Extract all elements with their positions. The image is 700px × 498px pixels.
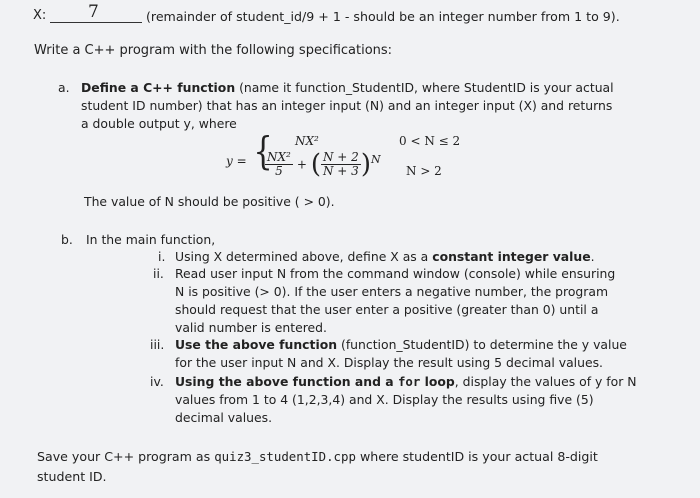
item-iv-bold-loop: loop [420, 374, 455, 389]
x-label: X: [33, 8, 47, 23]
case1-condition: 0 < N ≤ 2 [399, 134, 461, 148]
save-filename: quiz3_studentID.cpp [214, 449, 356, 464]
case1-expression: NX² [295, 134, 319, 148]
item-ii-line3: should request that the user enter a positive (greater than 0) until a [175, 302, 599, 317]
item-iii-number: iii. [150, 337, 165, 352]
item-iii-text: (function_StudentID) to determine the y value [337, 337, 627, 352]
part-a-line2: student ID number) that has an integer input (N) and an integer input (X) and returns [81, 98, 613, 113]
part-a-line3: a double output y, where [81, 116, 237, 131]
save-line2: student ID. [37, 469, 107, 484]
case2-numerator: NX² [267, 150, 291, 164]
equation-brace: { [253, 129, 273, 173]
item-iv-line3: decimal values. [175, 410, 273, 425]
item-iii-bold: Use the above function [175, 337, 338, 352]
part-a-line1-rest: (name it function_StudentID, where StudentID is your actual [235, 80, 614, 95]
case2-plus: + [296, 157, 307, 172]
x-instruction-note: (remainder of student_id/9 + 1 - should be an integer number from 1 to 9). [146, 9, 620, 24]
intro-text: Write a C++ program with the following specifications: [34, 43, 393, 58]
part-b-marker: b. [61, 232, 73, 247]
save-line1 [37, 449, 598, 464]
item-ii-number: ii. [153, 266, 164, 281]
item-iv-line1 [175, 374, 637, 389]
positive-note: The value of N should be positive ( > 0). [84, 194, 335, 209]
item-iii-line1 [175, 337, 627, 352]
case2-left-paren: ( [310, 149, 321, 180]
case2-inner-fraction [321, 151, 361, 178]
case2-inner-denominator: N + 3 [322, 164, 359, 178]
item-iv-code-for: for [397, 374, 421, 389]
item-i-end: . [590, 249, 595, 264]
item-ii-line2: N is positive (> 0). If the user enters a negative number, the program [175, 284, 609, 299]
item-ii-line4: valid number is entered. [175, 320, 327, 335]
save-text: Save your C++ program as [37, 449, 215, 464]
equation-y-label: y = [226, 154, 247, 168]
case2-exponent: N [370, 152, 381, 166]
part-a-bold-lead: Define a C++ function [81, 80, 236, 95]
case2-expression [265, 151, 381, 178]
item-i-number: i. [158, 249, 166, 264]
item-ii-line1: Read user input N from the command window (console) while ensuring [175, 266, 616, 281]
item-iv-bold: Using the above function and a [175, 374, 398, 389]
case2-condition: N > 2 [406, 164, 442, 178]
item-i-line1 [175, 249, 595, 264]
x-answer-blank [50, 22, 142, 23]
case2-right-paren: ) [360, 149, 371, 180]
item-iii-line2: for the user input N and X. Display the result using 5 decimal values. [175, 355, 603, 370]
save-text-rest: where studentID is your actual 8-digit [355, 449, 598, 464]
item-i-bold: constant integer value [432, 249, 591, 264]
case2-fraction [265, 151, 293, 178]
item-iv-line2: values from 1 to 4 (1,2,3,4) and X. Display the results using five (5) [175, 392, 594, 407]
case2-inner-numerator: N + 2 [322, 150, 359, 164]
part-a-line1 [81, 80, 614, 95]
part-b-intro: In the main function, [86, 232, 216, 247]
case2-denominator: 5 [275, 164, 283, 178]
item-iv-number: iv. [150, 374, 164, 389]
item-i-text: Using X determined above, define X as a [175, 249, 433, 264]
part-a-marker: a. [58, 80, 70, 95]
x-handwritten-value: 7 [88, 2, 99, 22]
item-iv-text: , display the values of y for N [454, 374, 637, 389]
